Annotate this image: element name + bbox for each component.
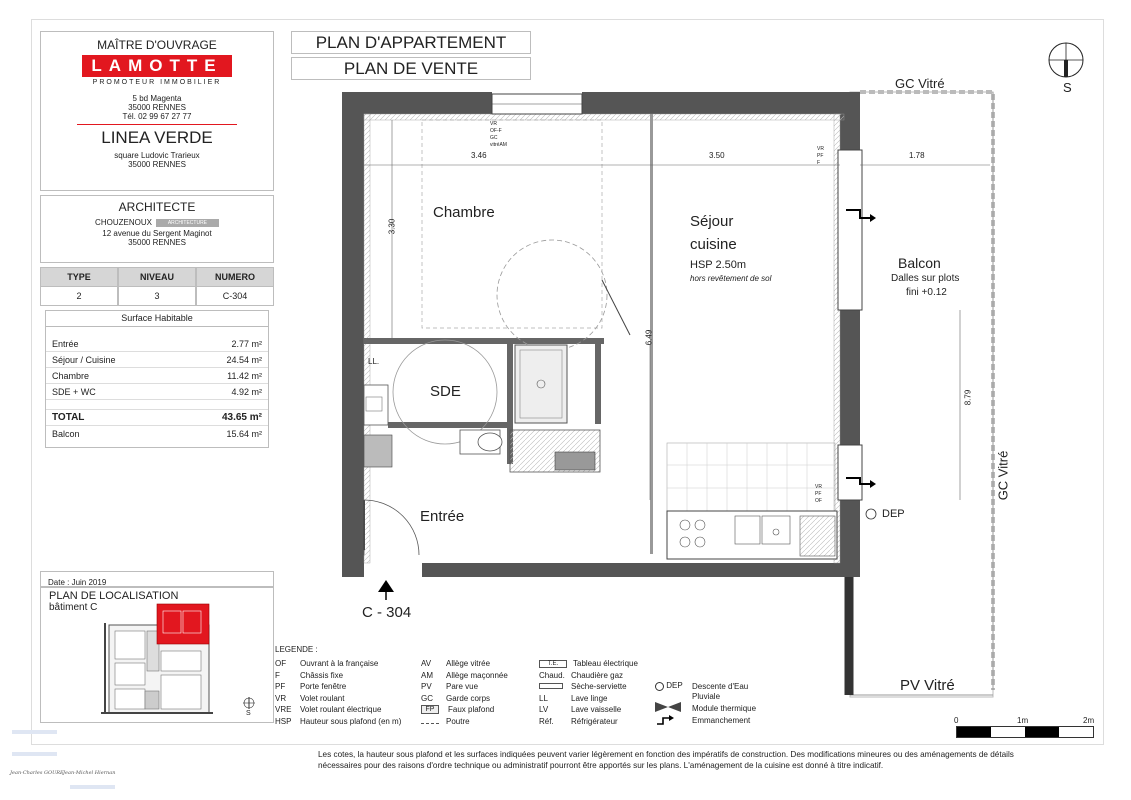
balcon-note2: fini +0.12 xyxy=(906,287,947,298)
surface-row: Chambre 11.42 m² xyxy=(46,368,268,384)
legend-item: PF Porte fenêtre xyxy=(275,682,347,692)
header-type: TYPE xyxy=(40,267,118,287)
dim-4: 3.30 xyxy=(387,218,397,235)
compass-icon xyxy=(1043,38,1089,84)
compass-label: S xyxy=(1063,80,1072,95)
legend-item: FP Faux plafond xyxy=(421,704,541,716)
sign-stamp-2 xyxy=(12,752,57,756)
label-dep: DEP xyxy=(882,508,905,520)
bed-turning-circle xyxy=(497,240,607,350)
header-numero: NUMERO xyxy=(196,267,274,287)
room-sde: SDE xyxy=(430,383,461,400)
title-sale: PLAN DE VENTE xyxy=(291,57,531,80)
surface-row: SDE + WC 4.92 m² xyxy=(46,384,268,400)
room-entree: Entrée xyxy=(420,508,465,525)
entrance-door-swing xyxy=(364,500,419,555)
architect-address2: 35000 RENNES xyxy=(128,238,186,247)
dim-6: 8.79 xyxy=(963,389,973,406)
brand-logo: LAMOTTE xyxy=(82,55,232,77)
window-right1-label-3: F xyxy=(817,160,821,166)
legend-item: Sèche-serviette xyxy=(539,681,669,693)
date-box xyxy=(40,571,274,587)
dim-1: 3.46 xyxy=(471,151,487,160)
value-niveau: 3 xyxy=(118,286,196,306)
location-title: PLAN DE LOCALISATION xyxy=(49,590,179,602)
header-niveau: NIVEAU xyxy=(118,267,196,287)
red-divider xyxy=(77,124,237,125)
window-top-label-1: VR xyxy=(490,121,497,127)
legend-item: OF Ouvrant à la française xyxy=(275,659,379,669)
value-numero: C-304 xyxy=(196,286,274,306)
room-ll: LL. xyxy=(368,357,380,366)
legend-item: Poutre xyxy=(421,716,541,728)
window-right1-label-1: VR xyxy=(817,146,824,152)
room-sejour: Séjour xyxy=(690,213,734,230)
window-right2-label-3: OF xyxy=(815,498,822,504)
signature-1: Jean-Charles GOURE xyxy=(10,770,64,776)
architect-name: CHOUZENOUX xyxy=(95,218,152,227)
surface-total: TOTAL 43.65 m² xyxy=(46,410,268,426)
legend-item: PV Pare vue xyxy=(421,682,479,692)
wall-top-left xyxy=(342,92,492,114)
scale-2: 2m xyxy=(1083,716,1095,725)
scale-1: 1m xyxy=(1017,716,1029,725)
window-top-label-2: OF-F xyxy=(490,128,502,134)
unit-table xyxy=(40,267,272,305)
beam-icon xyxy=(421,717,446,726)
dep-legend-icon xyxy=(655,682,664,691)
legend-title: LEGENDE : xyxy=(275,645,318,654)
dim-5: 6.49 xyxy=(644,329,654,346)
value-type: 2 xyxy=(40,286,118,306)
legend-item: LL Lave linge xyxy=(539,693,608,703)
surface-row: Séjour / Cuisine 24.54 m² xyxy=(46,352,268,368)
legend-item: VRE Volet roulant électrique xyxy=(275,705,382,715)
owner-heading: MAÎTRE D'OUVRAGE xyxy=(97,38,217,52)
legend-item: AM Allège maçonnée xyxy=(421,670,508,680)
project-address2: 35000 RENNES xyxy=(128,160,186,169)
signature-area xyxy=(8,730,128,790)
window-right2-label-2: PF xyxy=(815,491,822,497)
architect-block xyxy=(40,195,274,263)
location-building: bâtiment C xyxy=(49,602,98,613)
window-right1-label-2: PF xyxy=(817,153,824,159)
disclaimer-line2: nécessaires pour des raisons d'ordre technique ou administratif pourront être apportés sur les plans. L'aménagement de la cuisine est donné à titre indicatif. xyxy=(318,761,884,770)
room-chambre: Chambre xyxy=(433,204,495,221)
legend-item: Emmanchement xyxy=(655,715,785,727)
surface-title: Surface Habitable xyxy=(46,311,268,327)
owner-address2: 35000 RENNES xyxy=(128,103,186,112)
legend-item: DEP Descente d'Eau xyxy=(655,681,785,691)
architect-heading: ARCHITECTE xyxy=(118,200,196,214)
dim-3: 1.78 xyxy=(909,151,925,160)
room-hsp-note: hors revêtement de sol xyxy=(690,274,772,283)
legend-item: Chaud. Chaudière gaz xyxy=(539,670,624,680)
kitchen-area xyxy=(667,443,835,511)
window-top-label-4: vitréAM xyxy=(490,142,507,148)
emmanchement-icon xyxy=(655,715,675,725)
legend-item: Réf. Réfrigérateur xyxy=(539,716,618,726)
sign-stamp-3 xyxy=(70,785,115,789)
washbasin xyxy=(364,385,388,425)
label-gc-right: GC Vitré xyxy=(995,450,1011,501)
window-top-label-3: GC xyxy=(490,135,498,141)
architect-badge: ARCHITECTURE xyxy=(156,219,219,227)
owner-block xyxy=(40,31,274,191)
project-address1: square Ludovic Trarieux xyxy=(114,151,200,160)
title-apartment: PLAN D'APPARTEMENT xyxy=(291,31,531,54)
window-right-1 xyxy=(838,150,862,310)
legend-item: Module thermique xyxy=(655,701,785,715)
label-unit: C - 304 xyxy=(362,604,412,621)
surface-balcony: Balcon 15.64 m² xyxy=(52,428,262,439)
signature-2: Jean-Michel Hiernan xyxy=(63,770,116,776)
surface-table xyxy=(45,310,269,448)
towel-dryer-icon xyxy=(539,682,571,691)
location-map xyxy=(101,603,261,718)
legend-item: T.E. Tableau électrique xyxy=(539,658,669,670)
legend-item: AV Allège vitrée xyxy=(421,659,491,669)
thermal-module-icon xyxy=(655,702,681,712)
sign-stamp-1 xyxy=(12,730,57,734)
architect-address1: 12 avenue du Sergent Maginot xyxy=(102,229,212,238)
legend-item: HSP Hauteur sous plafond (en m) xyxy=(275,716,402,726)
legend-item: VR Volet roulant xyxy=(275,693,345,703)
balcon-note1: Dalles sur plots xyxy=(891,273,960,284)
location-block xyxy=(40,587,274,723)
legend xyxy=(275,645,875,735)
owner-phone: Tél. 02 99 67 27 77 xyxy=(122,112,192,121)
room-cuisine: cuisine xyxy=(690,236,737,253)
legend-item: GC Garde corps xyxy=(421,693,491,703)
dim-2: 3.50 xyxy=(709,151,725,160)
scale-0: 0 xyxy=(954,716,959,725)
legend-item: LV Lave vaisselle xyxy=(539,705,622,715)
date-text: Date : Juin 2019 xyxy=(48,578,107,587)
wall-top-mid xyxy=(582,92,860,114)
legend-item: Pluviale xyxy=(692,691,721,701)
label-pv: PV Vitré xyxy=(900,677,955,694)
brand-tagline: PROMOTEUR IMMOBILIER xyxy=(92,79,222,86)
surface-row: Entrée 2.77 m² xyxy=(46,336,268,352)
project-name: LINEA VERDE xyxy=(101,128,213,147)
window-right2-label-1: VR xyxy=(815,484,822,490)
shower-tray xyxy=(515,345,567,423)
room-hsp: HSP 2.50m xyxy=(690,259,747,271)
scale-bar xyxy=(956,726,1094,738)
room-balcon: Balcon xyxy=(898,255,941,271)
location-compass-label: S xyxy=(246,710,251,717)
entrance-arrow-icon xyxy=(378,580,394,592)
legend-item: F Châssis fixe xyxy=(275,670,344,680)
label-gc-top: GC Vitré xyxy=(895,76,945,91)
disclaimer-line1: Les cotes, la hauteur sous plafond et les surfaces indiquées peuvent varier légèrement en fonction des impératifs de construction. Des modifications mineures ou des aménagements de détails xyxy=(318,750,1014,759)
owner-address1: 5 bd Magenta xyxy=(132,94,182,103)
window-right-2 xyxy=(838,445,862,500)
